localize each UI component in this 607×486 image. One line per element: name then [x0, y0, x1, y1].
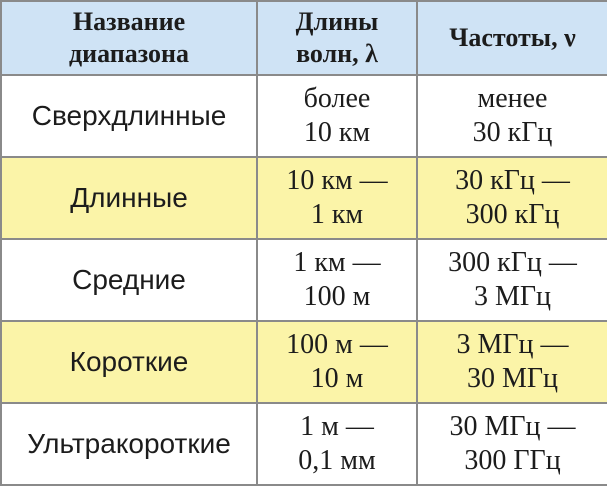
cell-line: 300 кГц — — [448, 247, 577, 278]
range-name-cell: Короткие — [1, 321, 257, 403]
cell-line: 3 МГц — — [456, 329, 569, 360]
cell-line: 30 МГц — [466, 363, 559, 394]
header-wavelength — [257, 1, 417, 75]
range-name-cell: Ультракороткие — [1, 403, 257, 485]
range-name-cell: Средние — [1, 239, 257, 321]
table-row — [1, 157, 607, 239]
cell-line: 300 ГГц — [464, 445, 561, 476]
table-row — [1, 403, 607, 485]
cell-line: 1 м — — [300, 411, 374, 442]
cell-line: 3 МГц — [473, 281, 552, 312]
cell-line: менее — [477, 83, 548, 114]
wavelength-cell — [257, 157, 417, 239]
range-name-cell: Сверхдлинные — [1, 75, 257, 157]
table-row — [1, 239, 607, 321]
header-line: волн, λ — [296, 39, 378, 68]
wavelength-cell — [257, 403, 417, 485]
header-line: Длины — [295, 7, 379, 36]
cell-line: более — [303, 83, 371, 114]
cell-line: 300 кГц — [465, 199, 560, 230]
cell-line: 100 м — [303, 281, 371, 312]
wavelength-cell — [257, 75, 417, 157]
header-range-name — [1, 1, 257, 75]
wavelength-cell — [257, 321, 417, 403]
cell-line: 10 м — [310, 363, 364, 394]
cell-line: 10 км — — [286, 165, 388, 196]
range-name-cell: Длинные — [1, 157, 257, 239]
cell-line: 1 км — [310, 199, 364, 230]
cell-line: 0,1 мм — [298, 445, 376, 476]
cell-line: 1 км — — [293, 247, 381, 278]
header-line: Название — [72, 7, 186, 36]
cell-line: 10 км — [303, 117, 371, 148]
frequency-cell — [417, 75, 607, 157]
cell-line: 30 МГц — — [449, 411, 576, 442]
cell-line: 30 кГц — [472, 117, 553, 148]
frequency-cell — [417, 239, 607, 321]
header-line: Частоты, ν — [449, 23, 576, 52]
header-line: диапазона — [68, 39, 190, 68]
header-frequency — [417, 1, 607, 75]
table-row — [1, 321, 607, 403]
frequency-cell — [417, 321, 607, 403]
table-row — [1, 75, 607, 157]
cell-line: 30 кГц — — [455, 165, 570, 196]
cell-line: 100 м — — [286, 329, 388, 360]
frequency-cell — [417, 157, 607, 239]
table-header-row — [1, 1, 607, 75]
wavelength-cell — [257, 239, 417, 321]
frequency-cell — [417, 403, 607, 485]
